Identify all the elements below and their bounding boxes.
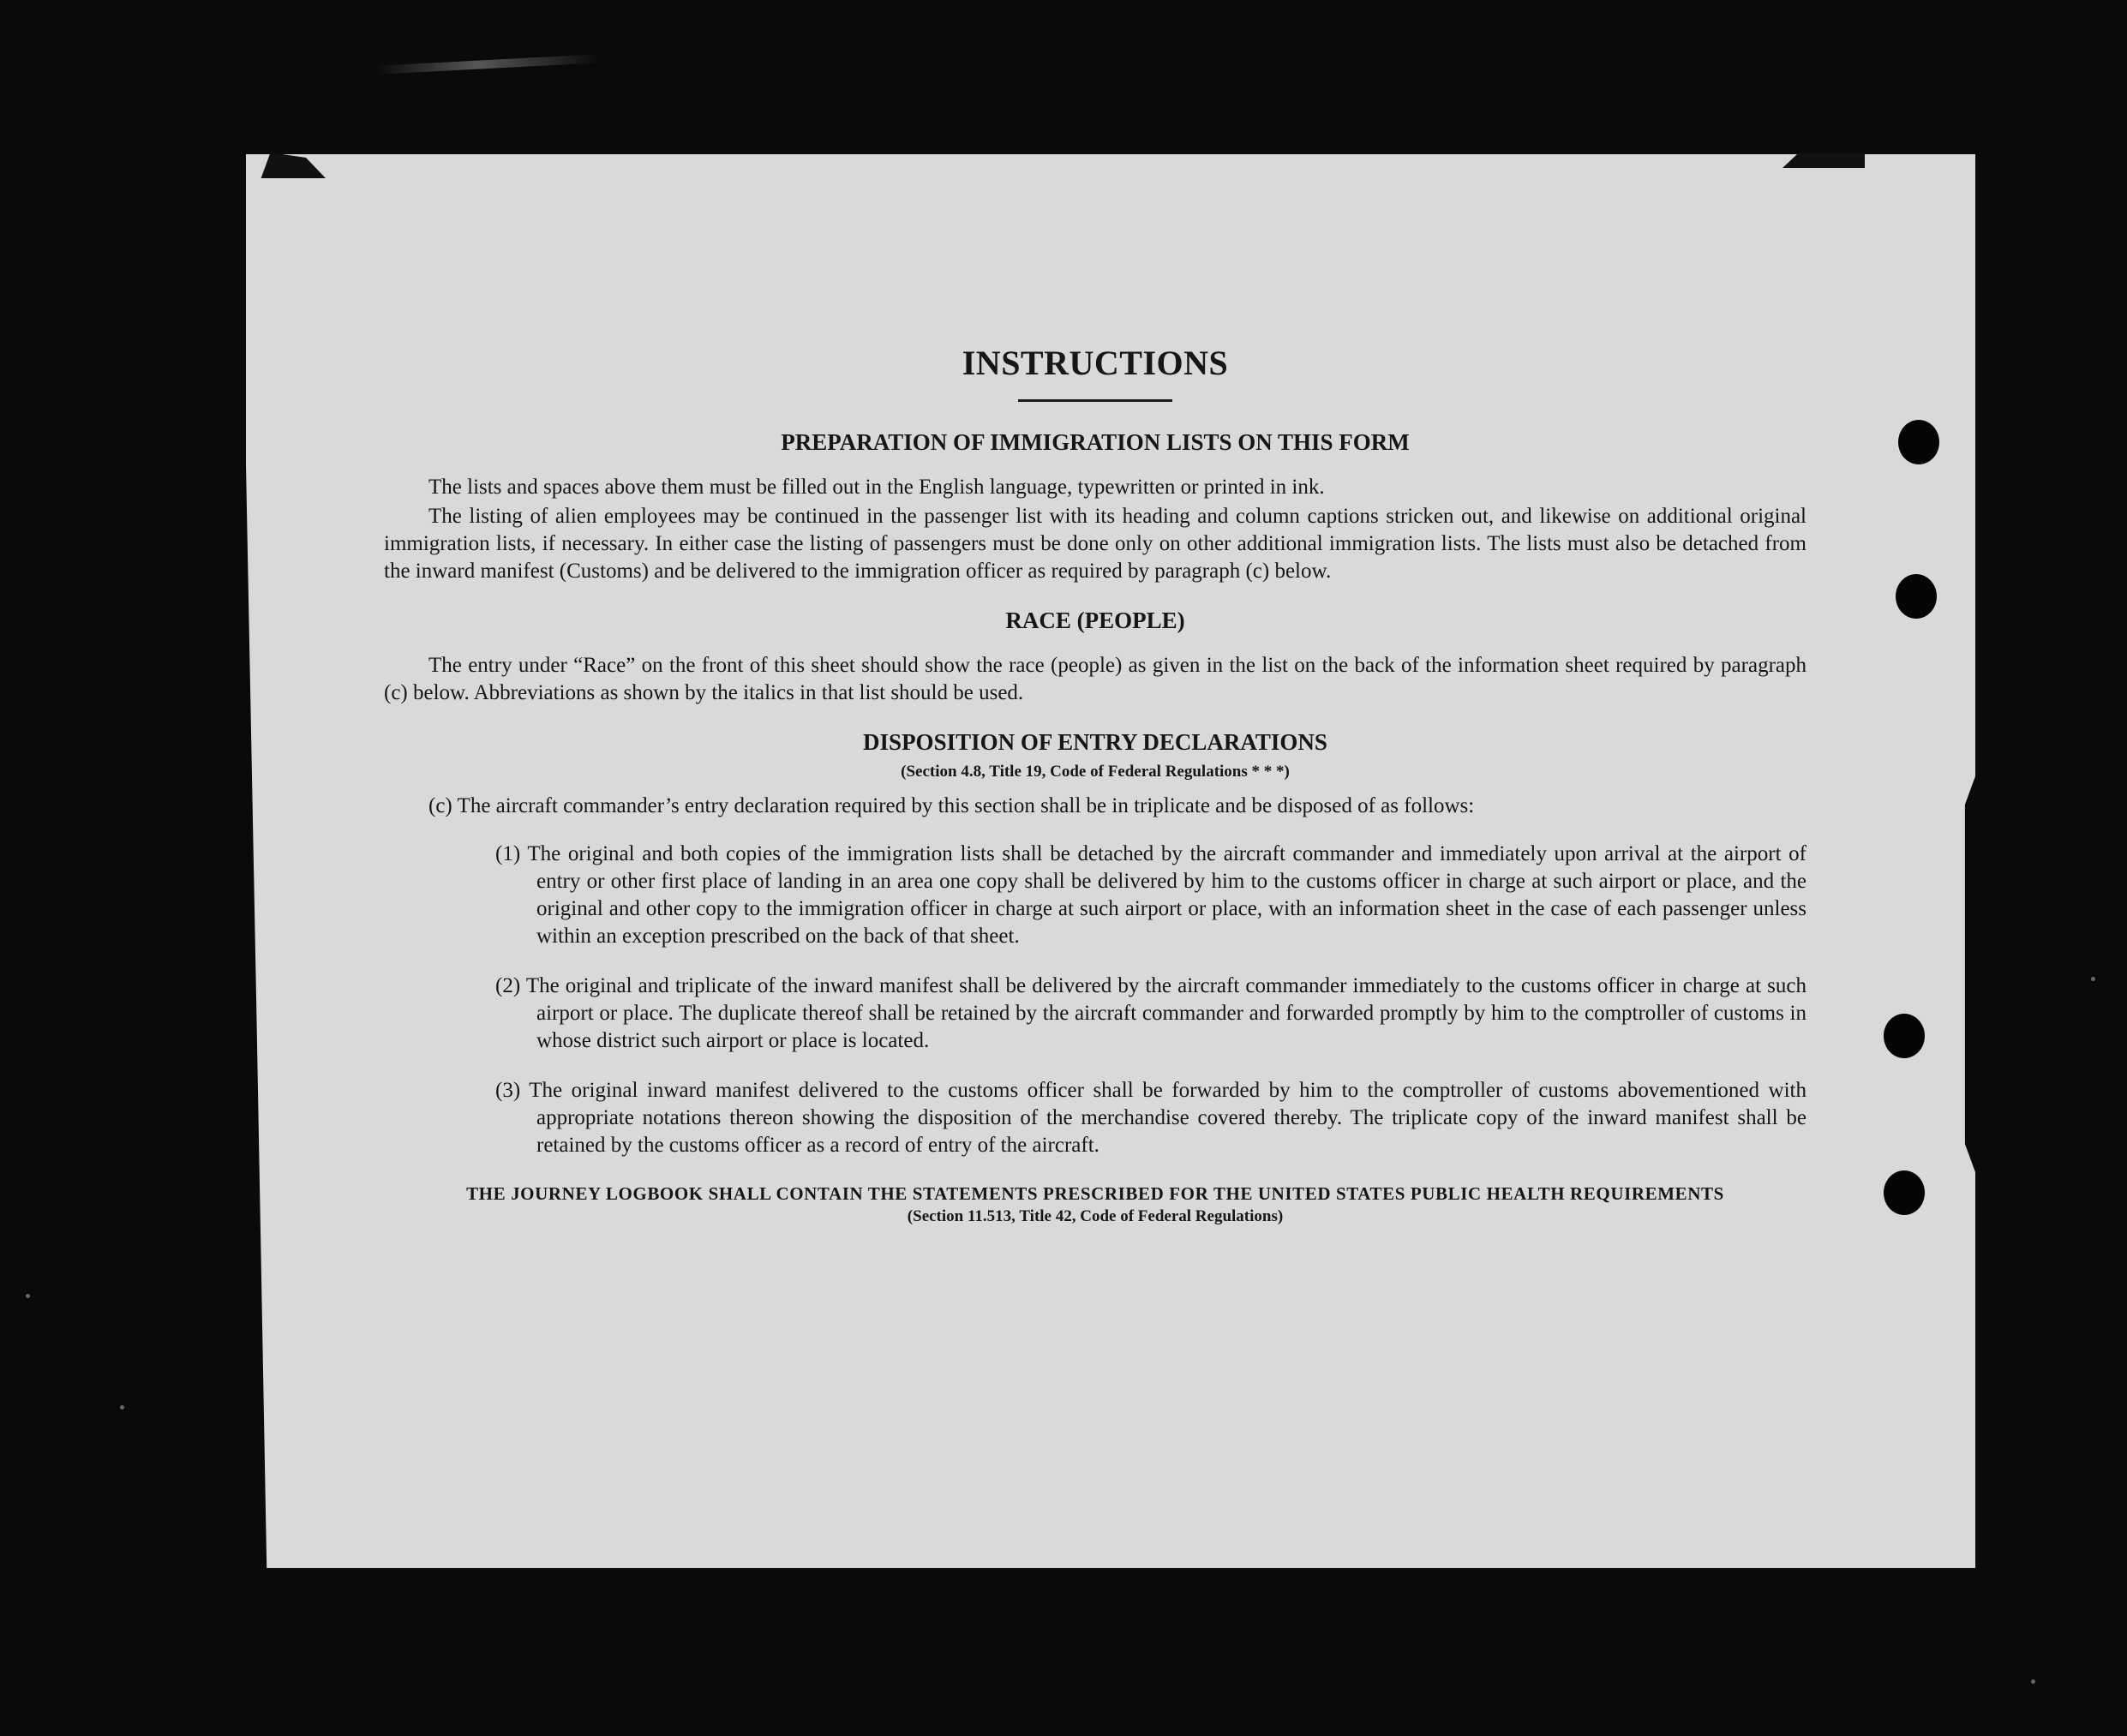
page-title: INSTRUCTIONS [962, 344, 1229, 382]
paragraph-alien-employees: The listing of alien employees may be continued in the passenger list with its heading and column captions stricken out, and likewise on additional original immigration lists, if necessary. In either case the listing of passengers must be done only on other additional immigration lists. The lists must also be detached from the inward manifest (Customs) and be delivered to the immigration officer as required by paragraph (c) below. [384, 505, 1806, 583]
punch-hole [1884, 1170, 1925, 1215]
scan-streak [377, 54, 600, 75]
section-citation: (Section 4.8, Title 19, Code of Federal Regulations * * *) [901, 763, 1290, 781]
footer-citation: (Section 11.513, Title 42, Code of Federal Regulations) [907, 1207, 1284, 1225]
dust-speck [2031, 1679, 2035, 1684]
footer-requirement: THE JOURNEY LOGBOOK SHALL CONTAIN THE STATEMENTS PRESCRIBED FOR THE UNITED STATES PUBLIC HEALTH REQUIREMENTS [466, 1183, 1724, 1204]
section-heading-preparation: PREPARATION OF IMMIGRATION LISTS ON THIS FORM [781, 429, 1410, 455]
section-heading-race: RACE (PEOPLE) [1005, 608, 1185, 633]
punch-hole [1898, 420, 1939, 464]
dust-speck [120, 1405, 124, 1410]
paragraph-c-intro: (c) The aircraft commander’s entry declaration required by this section shall be in triplicate and be disposed of as follows: [428, 794, 1475, 817]
section-heading-disposition: DISPOSITION OF ENTRY DECLARATIONS [863, 729, 1327, 755]
dust-speck [26, 1294, 30, 1298]
punch-hole [1884, 1014, 1925, 1058]
dust-speck [2091, 977, 2095, 981]
list-item-1: (1) The original and both copies of the immigration lists shall be detached by the aircraft commander and immediately upon arrival at the airport of entry or other first place of landing in an area one copy shall be delivered by him to the customs officer in charge at such airport or place, and the original and other copy to the immigration officer in charge at such airport or place, with an information sheet in the case of each passenger unless within an exception prescribed on the back of that sheet. [495, 842, 1806, 948]
list-item-2: (2) The original and triplicate of the inward manifest shall be delivered by the aircraft commander immediately to the customs officer in charge at such airport or place. The duplicate thereof shall be retained by the aircraft commander and forwarded promptly by him to the comptroller of customs in whose district such airport or place is located. [495, 974, 1806, 1052]
paragraph-race: The entry under “Race” on the front of this sheet should show the race (people) as given in the list on the back of the information sheet required by paragraph (c) below. Abbreviations as shown by the italics in that list should be used. [384, 654, 1806, 704]
title-underline [1018, 399, 1172, 402]
paragraph-language: The lists and spaces above them must be filled out in the English language, typewritten or printed in ink. [428, 476, 1325, 499]
punch-hole [1896, 574, 1937, 619]
list-item-3: (3) The original inward manifest delivered to the customs officer shall be forwarded by him to the comptroller of customs abovementioned with appropriate notations thereon showing the disposition of the merchandise covered thereby. The triplicate copy of the inward manifest shall be retained by the customs officer as a record of entry of the aircraft. [495, 1079, 1806, 1157]
instructions-content [384, 343, 1806, 1228]
